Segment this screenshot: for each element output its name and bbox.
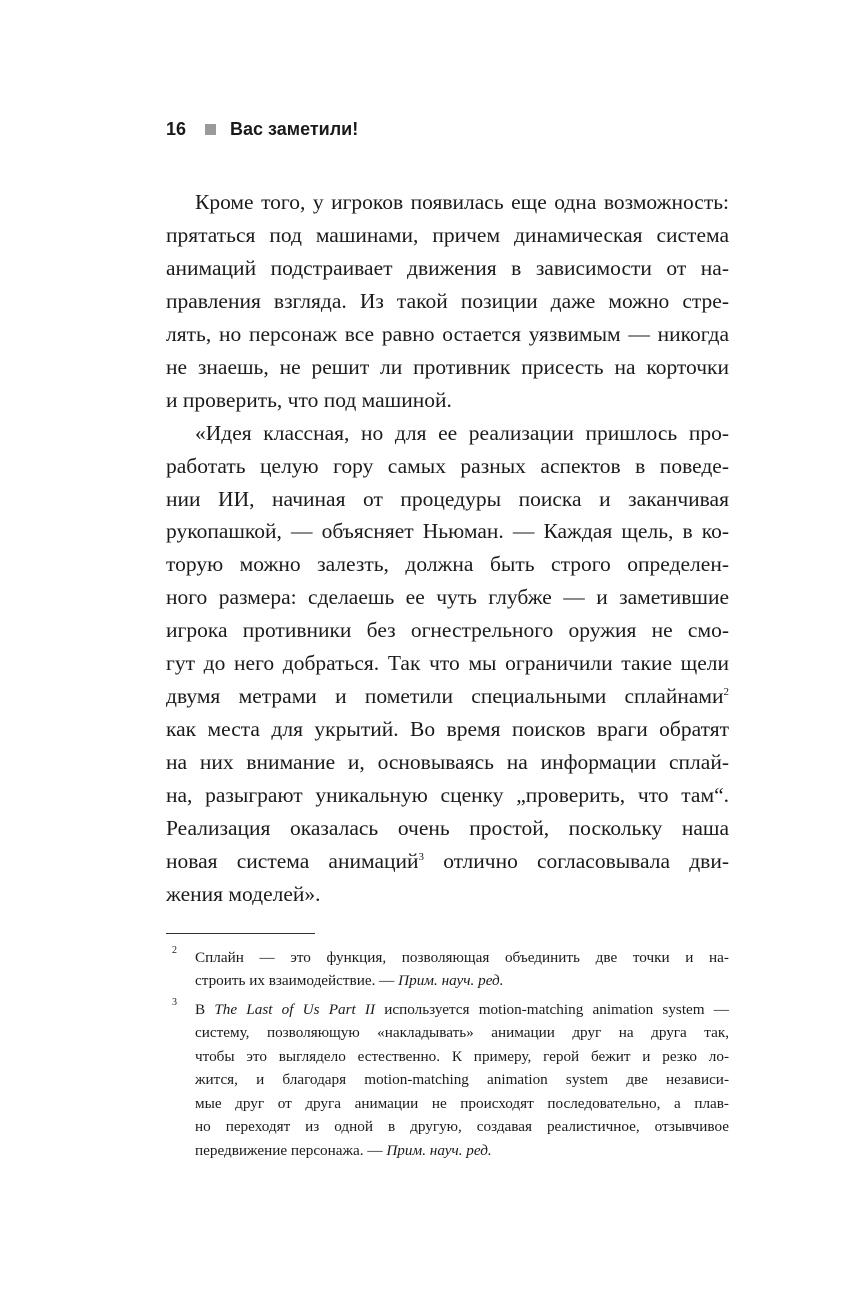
footnote-line	[195, 969, 729, 993]
text-line: лять, но персонаж все равно остается уязвимым — никогда	[166, 322, 729, 346]
text-span: строить их взаимодействие. —	[195, 972, 399, 989]
footnote-line: Сплайн — это функция, позволяющая объединить две точки и на-	[195, 949, 729, 966]
footnote-line	[195, 1139, 729, 1163]
text-line: Реализация оказалась очень простой, поскольку наша	[166, 816, 729, 840]
footnote-line: чтобы это выглядело естественно. К примеру, герой бежит и резко ло-	[195, 1048, 729, 1065]
text-line: прятаться под машинами, причем динамическая система	[166, 223, 729, 247]
text-span: новая система анимаций	[166, 849, 419, 873]
footnote-line: жится, и благодаря motion-matching animation system две независи-	[195, 1071, 729, 1088]
footnote-divider	[166, 933, 315, 934]
footnote-ref: 2	[723, 686, 729, 698]
text-line: Кроме того, у игроков появилась еще одна возможность:	[195, 190, 729, 214]
text-line: не знаешь, не решит ли противник присесть на корточки	[166, 355, 729, 379]
running-header	[166, 119, 358, 140]
text-line: «Идея классная, но для ее реализации пришлось про-	[195, 421, 729, 445]
separator-square-icon	[205, 124, 216, 135]
text-span: двумя метрами и пометили специальными сплайнами	[166, 684, 724, 708]
text-line: гут до него добраться. Так что мы ограничили такие щели	[166, 651, 729, 675]
text-line	[166, 846, 729, 877]
page-number: 16	[166, 119, 187, 139]
text-line: правления взгляда. Из такой позиции даже можно стре-	[166, 289, 729, 313]
text-line	[166, 681, 729, 712]
footnote-ref: 3	[418, 851, 425, 863]
text-line: и проверить, что под машиной.	[166, 388, 452, 412]
text-line: работать целую гору самых разных аспектов в поведе-	[166, 454, 729, 478]
text-span: В	[195, 1001, 215, 1018]
footnote-mark: 3	[172, 997, 177, 1008]
text-line: ного размера: сделаешь ее чуть глубже — и заметившие	[166, 585, 729, 609]
text-line: на, разыграют уникальную сценку „проверить, что там“.	[166, 783, 729, 807]
text-line: на них внимание и, основываясь на информации сплай-	[166, 750, 729, 774]
text-line: рукопашкой, — объясняет Ньюман. — Каждая щель, в ко-	[166, 519, 729, 543]
text-line: игрока противники без огнестрельного оружия не смо-	[166, 618, 729, 642]
footnote-attribution: Прим. науч. ред.	[398, 972, 504, 989]
footnote-attribution: Прим. науч. ред.	[386, 1142, 492, 1159]
game-title: The Last of Us Part II	[214, 1001, 376, 1018]
text-line: анимаций подстраивает движения в зависимости от на-	[166, 256, 729, 280]
footnote-line: систему, позволяющую «накладывать» анимации друг на друга так,	[195, 1024, 729, 1041]
text-line: торую можно залезть, должна быть строго определен-	[166, 552, 729, 576]
text-line: жения моделей».	[166, 882, 321, 906]
text-line: как места для укрытий. Во время поисков враги обратят	[166, 717, 729, 741]
footnote-line: но переходят из одной в другую, создавая реалистичное, отзывчивое	[195, 1118, 729, 1135]
chapter-title: Вас заметили!	[230, 119, 359, 139]
text-span: отлично согласовывала дви-	[424, 849, 729, 873]
footnote-line: мые друг от друга анимации не происходят последовательно, а плав-	[195, 1095, 729, 1112]
footnote-mark: 2	[172, 945, 177, 956]
text-line: нии ИИ, начиная от процедуры поиска и заканчивая	[166, 487, 729, 511]
text-span: используется motion-matching animation system —	[375, 1001, 729, 1018]
text-span: передвижение персонажа. —	[195, 1142, 387, 1159]
footnote-line	[195, 998, 729, 1022]
